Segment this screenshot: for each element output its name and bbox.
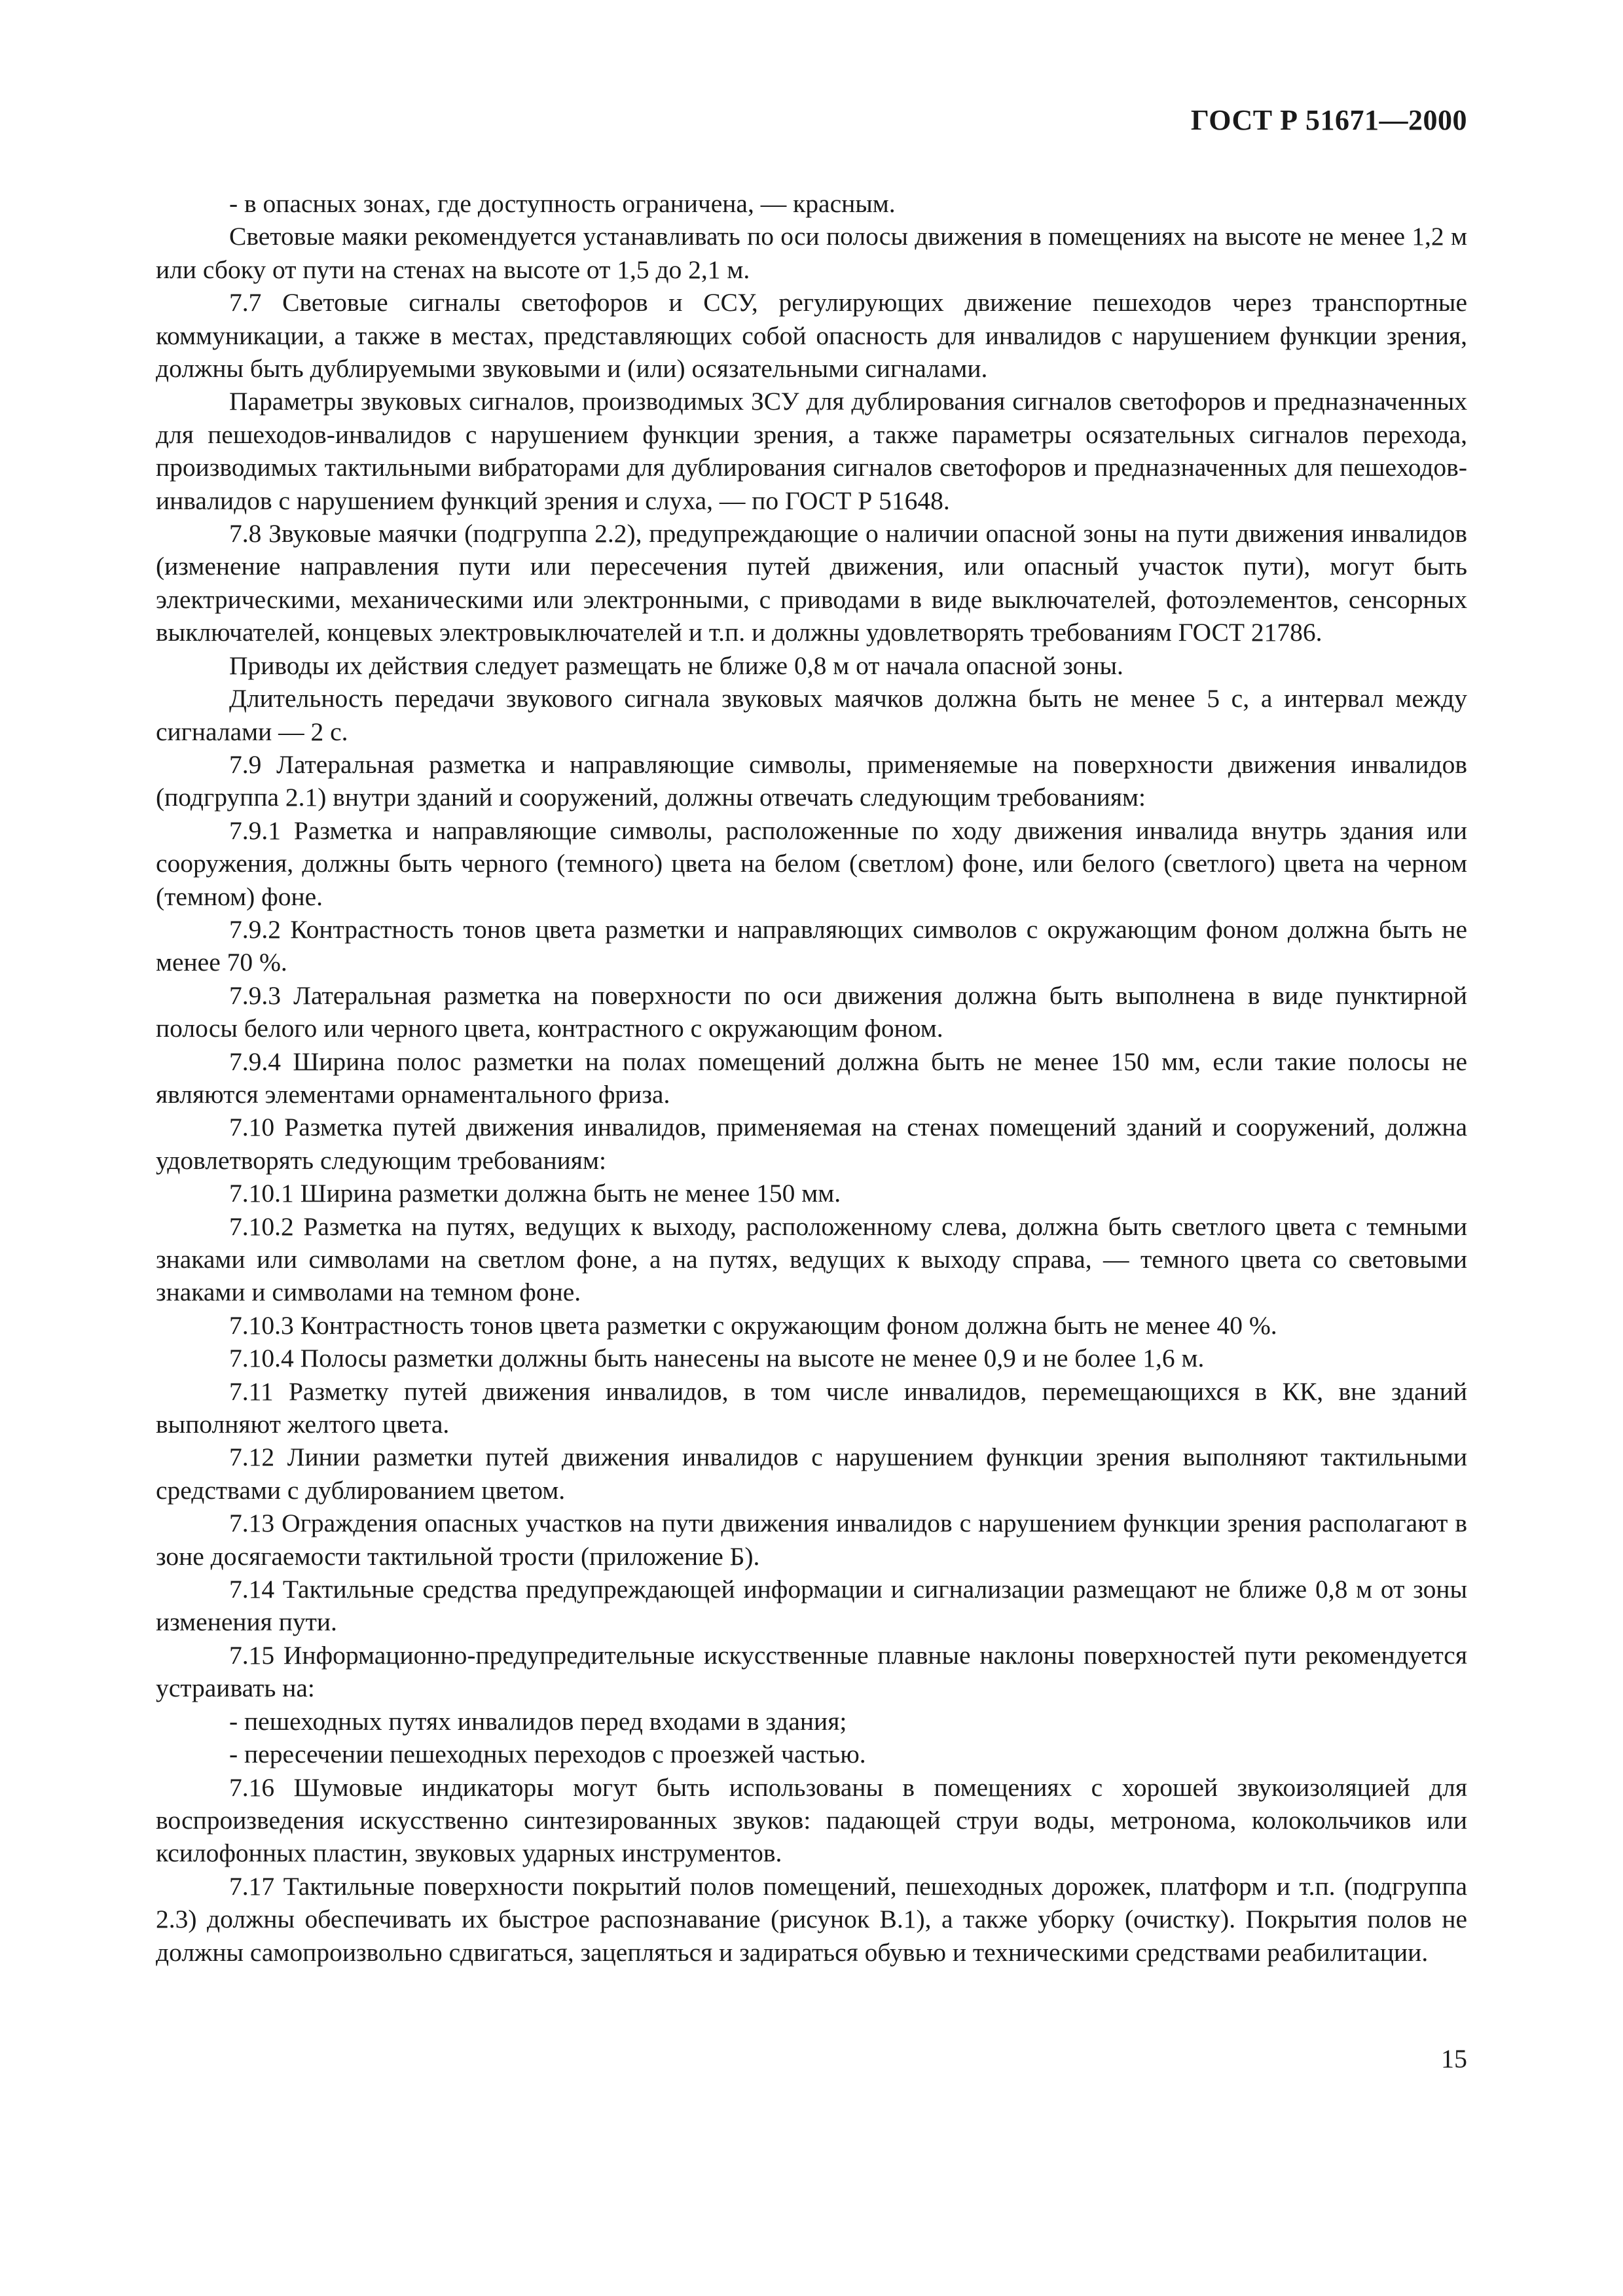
paragraph-sound-signal-params: Параметры звуковых сигналов, производимых ЗСУ для дублирования сигналов светофоров и предназначенных для пешеходов-инвалидов с нарушением функции зрения, а также параметры осязательных сигналов перехода, производимых тактильными вибраторами для дублирования сигналов светофоров и предназначенных для пешеходов-инвалидов с нарушением функций зрения и слуха, — по ГОСТ Р 51648.	[156, 387, 1467, 515]
paragraph-7-10-1: 7.10.1 Ширина разметки должна быть не менее 150 мм.	[229, 1179, 841, 1208]
paragraph-7-17: 7.17 Тактильные поверхности покрытий полов помещений, пешеходных дорожек, платформ и т.п. (подгруппа 2.3) должны обеспечивать их быстрое распознавание (рисунок В.1), а также уборку (очистку). Покрытия полов не должны самопроизвольно сдвигаться, зацепляться и задираться обувью и техническими средствами реабилитации.	[156, 1871, 1467, 1967]
paragraph-dash-pedestrian-paths: - пешеходных путях инвалидов перед входами в здания;	[229, 1706, 847, 1736]
paragraph-7-10: 7.10 Разметка путей движения инвалидов, применяемая на стенах помещений зданий и сооружений, должна удовлетворять следующим требованиям:	[156, 1113, 1467, 1175]
paragraph-signal-duration: Длительность передачи звукового сигнала звуковых маячков должна быть не менее 5 с, а интервал между сигналами — 2 с.	[156, 684, 1467, 746]
paragraph-light-beacons: Световые маяки рекомендуется устанавливать по оси полосы движения в помещениях на высоте не менее 1,2 м или сбоку от пути на стенах на высоте от 1,5 до 2,1 м.	[156, 222, 1467, 284]
paragraph-7-9-2: 7.9.2 Контрастность тонов цвета разметки и направляющих символов с окружающим фоном должна быть не менее 70 %.	[156, 914, 1467, 977]
paragraph-7-10-4: 7.10.4 Полосы разметки должны быть нанесены на высоте не менее 0,9 и не более 1,6 м.	[229, 1344, 1205, 1373]
paragraph-dash-red-zones: - в опасных зонах, где доступность ограничена, — красным.	[229, 189, 896, 218]
paragraph-7-9-1: 7.9.1 Разметка и направляющие символы, расположенные по ходу движения инвалида внутрь здания или сооружения, должны быть черного (темного) цвета на белом (светлом) фоне, или белого (светлого) цвета на черном (темном) фоне.	[156, 816, 1467, 911]
paragraph-dash-crossings: - пересечении пешеходных переходов с проезжей частью.	[229, 1740, 866, 1769]
page-number: 15	[1441, 2044, 1467, 2073]
paragraph-7-12: 7.12 Линии разметки путей движения инвалидов с нарушением функции зрения выполняют тактильными средствами с дублированием цветом.	[156, 1443, 1467, 1505]
paragraph-7-11: 7.11 Разметку путей движения инвалидов, в том числе инвалидов, перемещающихся в КК, вне зданий выполняют желтого цвета.	[156, 1376, 1467, 1439]
paragraph-7-9-4: 7.9.4 Ширина полос разметки на полах помещений должна быть не менее 150 мм, если такие полосы не являются элементами орнаментального фриза.	[156, 1047, 1467, 1109]
document-code-header: ГОСТ Р 51671—2000	[1190, 104, 1467, 136]
paragraph-7-9: 7.9 Латеральная разметка и направляющие символы, применяемые на поверхности движения инвалидов (подгруппа 2.1) внутри зданий и сооружений, должны отвечать следующим требованиям:	[156, 749, 1467, 812]
paragraph-7-15: 7.15 Информационно-предупредительные искусственные плавные наклоны поверхностей пути рекомендуется устраивать на:	[156, 1640, 1467, 1703]
paragraph-7-16: 7.16 Шумовые индикаторы могут быть использованы в помещениях с хорошей звукоизоляцией для воспроизведения искусственно синтезированных звуков: падающей струи воды, метронома, колокольчиков или ксилофонных пластин, звуковых ударных инструментов.	[156, 1772, 1467, 1868]
paragraph-7-14: 7.14 Тактильные средства предупреждающей информации и сигнализации размещают не ближе 0,8 м от зоны изменения пути.	[156, 1575, 1467, 1637]
paragraph-7-10-2: 7.10.2 Разметка на путях, ведущих к выходу, расположенному слева, должна быть светлого цвета с темными знаками или символами на светлом фоне, а на путях, ведущих к выходу справа, — темного цвета со световыми знаками и символами на темном фоне.	[156, 1211, 1467, 1307]
paragraph-7-10-3: 7.10.3 Контрастность тонов цвета разметки с окружающим фоном должна быть не менее 40 %.	[229, 1310, 1277, 1340]
paragraph-actuators: Приводы их действия следует размещать не ближе 0,8 м от начала опасной зоны.	[229, 651, 1123, 680]
paragraph-7-7: 7.7 Световые сигналы светофоров и ССУ, регулирующих движение пешеходов через транспортные коммуникации, а также в местах, представляющих собой опасность для инвалидов с нарушением функции зрения, должны быть дублируемыми звуковыми и (или) осязательными сигналами.	[156, 288, 1467, 384]
paragraph-7-13: 7.13 Ограждения опасных участков на пути движения инвалидов с нарушением функции зрения располагают в зоне досягаемости тактильной трости (приложение Б).	[156, 1509, 1467, 1571]
paragraph-7-9-3: 7.9.3 Латеральная разметка на поверхности по оси движения должна быть выполнена в виде пунктирной полосы белого или черного цвета, контрастного с окружающим фоном.	[156, 980, 1467, 1043]
document-body	[156, 187, 1467, 1969]
paragraph-7-8: 7.8 Звуковые маячки (подгруппа 2.2), предупреждающие о наличии опасной зоны на пути движения инвалидов (изменение направления пути или пересечения путей движения, или опасный участок пути), могут быть электрическими, механическими или электронными, с приводами в виде выключателей, фотоэлементов, сенсорных выключателей, концевых электровыключателей и т.п. и должны удовлетворять требованиям ГОСТ 21786.	[156, 519, 1467, 647]
